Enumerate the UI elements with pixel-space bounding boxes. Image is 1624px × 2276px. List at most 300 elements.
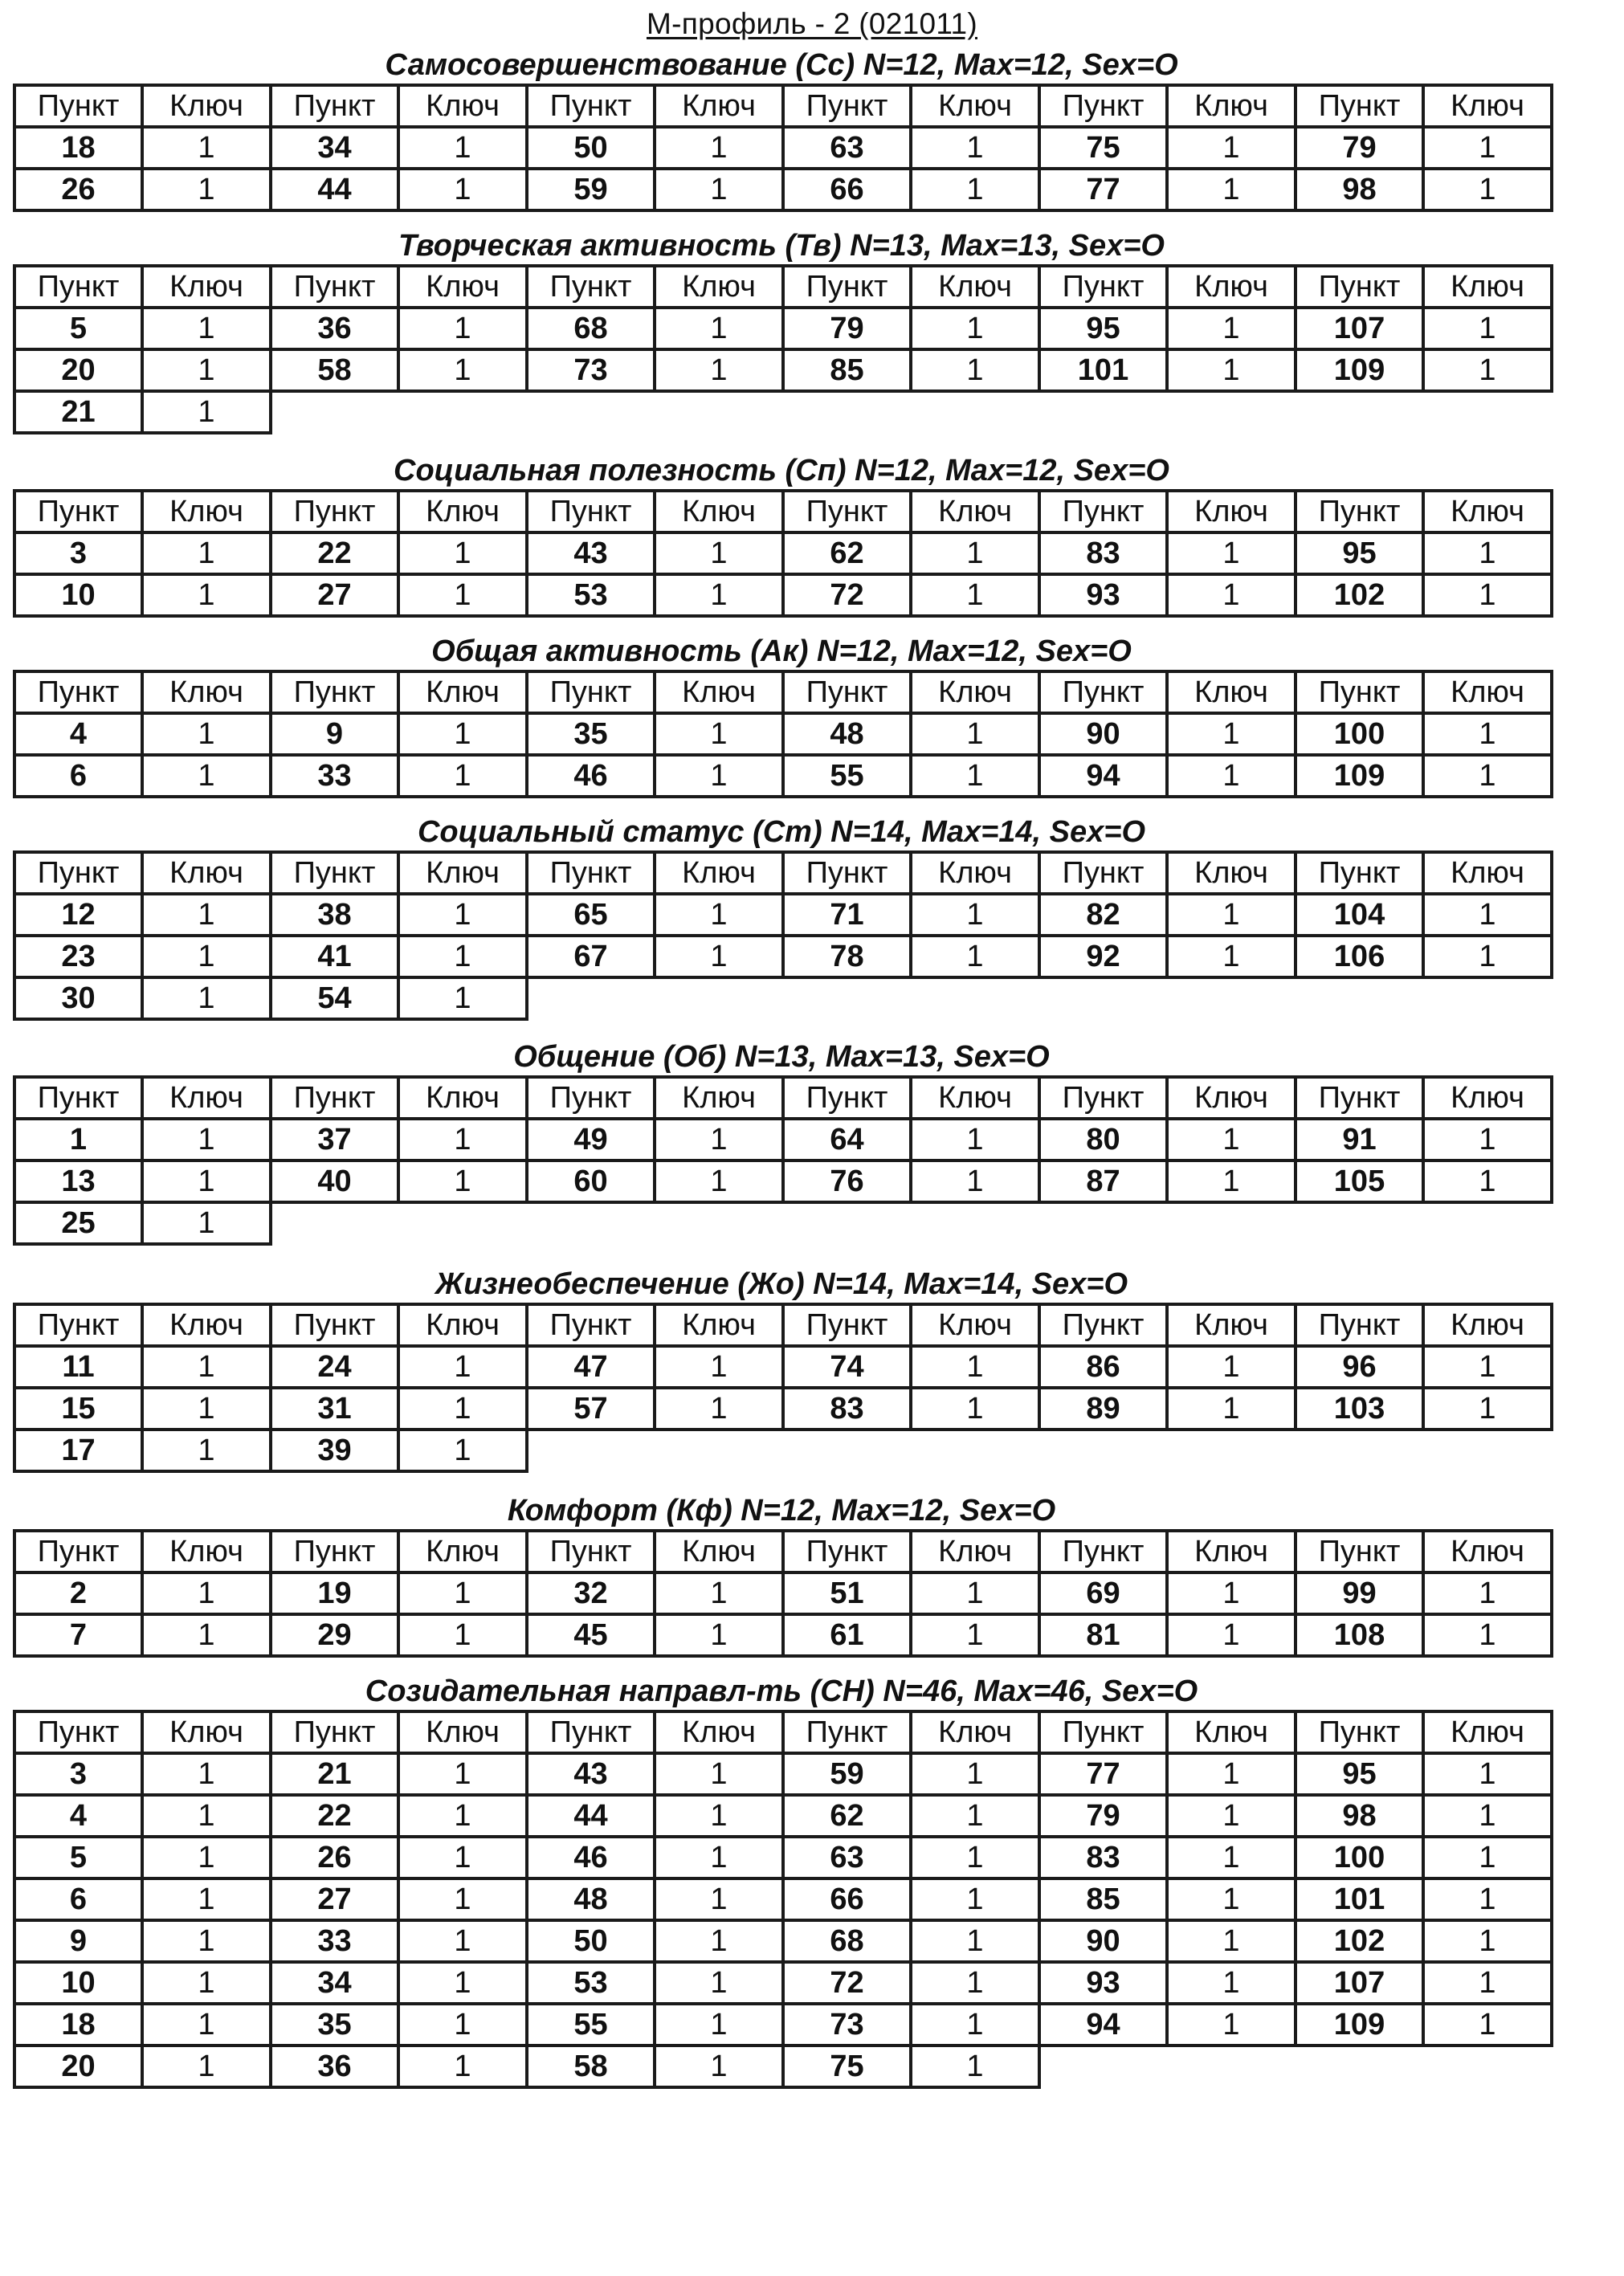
- key-value-cell: 1: [142, 936, 271, 977]
- key-column-header: Ключ: [1167, 1711, 1296, 1753]
- item-column-header: Пункт: [1039, 671, 1167, 713]
- key-value-cell: 1: [911, 1346, 1039, 1388]
- key-value-cell: 1: [655, 755, 783, 797]
- item-number-cell: 92: [1039, 936, 1167, 977]
- key-value-cell: 1: [398, 1962, 527, 2004]
- item-number-cell: 98: [1296, 1795, 1423, 1837]
- key-value-cell: 1: [142, 755, 271, 797]
- table-row: [14, 1346, 1552, 1388]
- empty-cell: [1296, 391, 1423, 433]
- key-value-cell: 1: [142, 977, 271, 1019]
- item-number-cell: 36: [271, 2046, 398, 2087]
- key-value-cell: 1: [1423, 308, 1552, 349]
- item-column-header: Пункт: [14, 1077, 142, 1119]
- key-value-cell: 1: [398, 1920, 527, 1962]
- key-value-cell: 1: [1423, 2004, 1552, 2046]
- key-value-cell: 1: [1423, 532, 1552, 574]
- key-value-cell: 1: [398, 1388, 527, 1430]
- key-value-cell: 1: [398, 1160, 527, 1202]
- item-number-cell: 9: [14, 1920, 142, 1962]
- item-column-header: Пункт: [1296, 1531, 1423, 1572]
- empty-cell: [1296, 977, 1423, 1019]
- key-value-cell: 1: [911, 1795, 1039, 1837]
- key-value-cell: 1: [142, 1572, 271, 1614]
- key-value-cell: 1: [655, 1572, 783, 1614]
- key-value-cell: 1: [142, 169, 271, 210]
- item-number-cell: 79: [783, 308, 911, 349]
- item-number-cell: 73: [527, 349, 655, 391]
- item-number-cell: 34: [271, 1962, 398, 2004]
- key-value-cell: 1: [142, 1346, 271, 1388]
- key-value-cell: 1: [1167, 1920, 1296, 1962]
- item-number-cell: 48: [527, 1878, 655, 1920]
- key-value-cell: 1: [655, 349, 783, 391]
- item-column-header: Пункт: [271, 1711, 398, 1753]
- empty-cell: [783, 1430, 911, 1471]
- item-number-cell: 90: [1039, 1920, 1167, 1962]
- table-row: [14, 936, 1552, 977]
- key-value-cell: 1: [398, 1614, 527, 1656]
- key-column-header: Ключ: [655, 85, 783, 127]
- item-number-cell: 104: [1296, 894, 1423, 936]
- empty-cell: [527, 977, 655, 1019]
- key-value-cell: 1: [911, 349, 1039, 391]
- item-number-cell: 95: [1296, 532, 1423, 574]
- key-column-header: Ключ: [655, 671, 783, 713]
- table-row: [14, 894, 1552, 936]
- key-value-cell: 1: [142, 1795, 271, 1837]
- item-number-cell: 11: [14, 1346, 142, 1388]
- key-value-cell: 1: [655, 1878, 783, 1920]
- item-number-cell: 69: [1039, 1572, 1167, 1614]
- empty-cell: [911, 1430, 1039, 1471]
- key-column-header: Ключ: [1423, 85, 1552, 127]
- item-number-cell: 91: [1296, 1119, 1423, 1160]
- key-column-header: Ключ: [398, 1531, 527, 1572]
- item-number-cell: 109: [1296, 755, 1423, 797]
- item-number-cell: 72: [783, 574, 911, 616]
- empty-cell: [527, 1430, 655, 1471]
- item-number-cell: 87: [1039, 1160, 1167, 1202]
- item-number-cell: 77: [1039, 1753, 1167, 1795]
- key-value-cell: 1: [911, 755, 1039, 797]
- empty-cell: [1167, 1430, 1296, 1471]
- key-value-cell: 1: [1167, 574, 1296, 616]
- item-number-cell: 66: [783, 169, 911, 210]
- item-number-cell: 81: [1039, 1614, 1167, 1656]
- scale-section: [13, 227, 1550, 434]
- section-title: Общая активность (Ак) N=12, Max=12, Sex=O: [431, 634, 1132, 668]
- header-row: [14, 1077, 1552, 1119]
- section-title: Созидательная направл-ть (СН) N=46, Max=46, Sex=O: [365, 1674, 1198, 1708]
- empty-cell: [1296, 1430, 1423, 1471]
- key-column-header: Ключ: [398, 85, 527, 127]
- item-number-cell: 23: [14, 936, 142, 977]
- key-value-cell: 1: [655, 1962, 783, 2004]
- section-title: Социальная полезность (Сп) N=12, Max=12, Sex=O: [394, 454, 1169, 487]
- item-number-cell: 79: [1039, 1795, 1167, 1837]
- key-value-cell: 1: [1167, 1837, 1296, 1878]
- scale-section: [13, 452, 1550, 618]
- key-value-cell: 1: [1423, 1572, 1552, 1614]
- key-value-cell: 1: [1167, 1753, 1296, 1795]
- key-table: [13, 1075, 1553, 1246]
- item-column-header: Пункт: [527, 1304, 655, 1346]
- item-number-cell: 99: [1296, 1572, 1423, 1614]
- key-value-cell: 1: [655, 574, 783, 616]
- item-number-cell: 15: [14, 1388, 142, 1430]
- key-column-header: Ключ: [655, 491, 783, 532]
- key-value-cell: 1: [655, 713, 783, 755]
- item-number-cell: 83: [783, 1388, 911, 1430]
- key-column-header: Ключ: [398, 491, 527, 532]
- key-value-cell: 1: [1167, 1346, 1296, 1388]
- key-column-header: Ключ: [398, 266, 527, 308]
- item-column-header: Пункт: [1039, 491, 1167, 532]
- item-column-header: Пункт: [1296, 671, 1423, 713]
- empty-cell: [911, 1202, 1039, 1244]
- empty-cell: [783, 977, 911, 1019]
- key-value-cell: 1: [655, 1346, 783, 1388]
- key-value-cell: 1: [655, 2004, 783, 2046]
- key-column-header: Ключ: [911, 266, 1039, 308]
- empty-cell: [1296, 1202, 1423, 1244]
- key-value-cell: 1: [398, 574, 527, 616]
- key-column-header: Ключ: [142, 852, 271, 894]
- item-column-header: Пункт: [1039, 1531, 1167, 1572]
- key-value-cell: 1: [1167, 349, 1296, 391]
- item-column-header: Пункт: [1296, 1304, 1423, 1346]
- key-value-cell: 1: [398, 127, 527, 169]
- table-row: [14, 1119, 1552, 1160]
- key-value-cell: 1: [1167, 169, 1296, 210]
- key-value-cell: 1: [911, 1388, 1039, 1430]
- key-value-cell: 1: [911, 574, 1039, 616]
- item-number-cell: 82: [1039, 894, 1167, 936]
- key-value-cell: 1: [1167, 1160, 1296, 1202]
- item-column-header: Пункт: [1039, 1077, 1167, 1119]
- item-number-cell: 68: [783, 1920, 911, 1962]
- key-value-cell: 1: [1423, 1346, 1552, 1388]
- key-value-cell: 1: [142, 1430, 271, 1471]
- key-value-cell: 1: [398, 349, 527, 391]
- key-value-cell: 1: [1423, 936, 1552, 977]
- key-value-cell: 1: [1167, 1795, 1296, 1837]
- key-column-header: Ключ: [1423, 1531, 1552, 1572]
- key-value-cell: 1: [142, 1962, 271, 2004]
- key-table: [13, 264, 1553, 434]
- key-value-cell: 1: [1423, 1160, 1552, 1202]
- item-number-cell: 46: [527, 1837, 655, 1878]
- key-value-cell: 1: [1423, 1795, 1552, 1837]
- key-column-header: Ключ: [398, 1077, 527, 1119]
- item-number-cell: 80: [1039, 1119, 1167, 1160]
- table-row: [14, 1572, 1552, 1614]
- empty-cell: [1423, 1202, 1552, 1244]
- item-number-cell: 95: [1296, 1753, 1423, 1795]
- item-number-cell: 90: [1039, 713, 1167, 755]
- key-column-header: Ключ: [398, 1304, 527, 1346]
- key-value-cell: 1: [911, 1614, 1039, 1656]
- table-row: [14, 308, 1552, 349]
- key-value-cell: 1: [142, 2046, 271, 2087]
- scale-section: [13, 1492, 1550, 1658]
- key-value-cell: 1: [911, 1572, 1039, 1614]
- item-number-cell: 18: [14, 127, 142, 169]
- key-value-cell: 1: [142, 391, 271, 433]
- key-column-header: Ключ: [911, 85, 1039, 127]
- key-value-cell: 1: [911, 169, 1039, 210]
- item-number-cell: 78: [783, 936, 911, 977]
- key-value-cell: 1: [655, 894, 783, 936]
- key-value-cell: 1: [655, 532, 783, 574]
- item-column-header: Пункт: [14, 85, 142, 127]
- item-number-cell: 93: [1039, 1962, 1167, 2004]
- table-row: [14, 1430, 1552, 1471]
- key-value-cell: 1: [398, 1572, 527, 1614]
- key-value-cell: 1: [142, 308, 271, 349]
- key-value-cell: 1: [911, 1837, 1039, 1878]
- key-value-cell: 1: [1423, 1920, 1552, 1962]
- item-number-cell: 50: [527, 1920, 655, 1962]
- key-value-cell: 1: [655, 127, 783, 169]
- item-column-header: Пункт: [14, 1531, 142, 1572]
- key-value-cell: 1: [911, 2004, 1039, 2046]
- key-value-cell: 1: [398, 1753, 527, 1795]
- item-number-cell: 44: [271, 169, 398, 210]
- item-number-cell: 31: [271, 1388, 398, 1430]
- key-column-header: Ключ: [142, 491, 271, 532]
- table-row: [14, 1614, 1552, 1656]
- key-value-cell: 1: [142, 1614, 271, 1656]
- item-column-header: Пункт: [1296, 852, 1423, 894]
- key-value-cell: 1: [1423, 127, 1552, 169]
- item-number-cell: 83: [1039, 1837, 1167, 1878]
- key-value-cell: 1: [911, 1962, 1039, 2004]
- key-column-header: Ключ: [911, 1304, 1039, 1346]
- item-number-cell: 27: [271, 1878, 398, 1920]
- section-title: Жизнеобеспечение (Жо) N=14, Max=14, Sex=O: [435, 1267, 1128, 1301]
- key-value-cell: 1: [655, 1795, 783, 1837]
- item-number-cell: 33: [271, 1920, 398, 1962]
- key-column-header: Ключ: [655, 852, 783, 894]
- item-number-cell: 66: [783, 1878, 911, 1920]
- key-value-cell: 1: [398, 1878, 527, 1920]
- key-value-cell: 1: [1423, 1837, 1552, 1878]
- item-number-cell: 6: [14, 755, 142, 797]
- item-number-cell: 67: [527, 936, 655, 977]
- item-number-cell: 29: [271, 1614, 398, 1656]
- key-value-cell: 1: [911, 894, 1039, 936]
- item-column-header: Пункт: [1296, 491, 1423, 532]
- key-value-cell: 1: [911, 1753, 1039, 1795]
- key-value-cell: 1: [911, 1160, 1039, 1202]
- empty-cell: [1167, 977, 1296, 1019]
- key-column-header: Ключ: [655, 1304, 783, 1346]
- key-value-cell: 1: [911, 713, 1039, 755]
- item-column-header: Пункт: [1296, 1711, 1423, 1753]
- key-value-cell: 1: [655, 1837, 783, 1878]
- key-value-cell: 1: [655, 1160, 783, 1202]
- scale-section: [13, 814, 1550, 1021]
- key-value-cell: 1: [911, 127, 1039, 169]
- key-column-header: Ключ: [1423, 1304, 1552, 1346]
- item-number-cell: 98: [1296, 169, 1423, 210]
- item-number-cell: 32: [527, 1572, 655, 1614]
- item-column-header: Пункт: [271, 1077, 398, 1119]
- item-column-header: Пункт: [783, 266, 911, 308]
- header-row: [14, 671, 1552, 713]
- item-number-cell: 57: [527, 1388, 655, 1430]
- item-number-cell: 63: [783, 127, 911, 169]
- key-value-cell: 1: [1167, 1572, 1296, 1614]
- empty-cell: [1423, 391, 1552, 433]
- item-column-header: Пункт: [527, 85, 655, 127]
- key-value-cell: 1: [1423, 713, 1552, 755]
- item-number-cell: 53: [527, 574, 655, 616]
- key-value-cell: 1: [398, 1795, 527, 1837]
- key-value-cell: 1: [398, 308, 527, 349]
- item-number-cell: 43: [527, 1753, 655, 1795]
- header-row: [14, 1531, 1552, 1572]
- item-column-header: Пункт: [1296, 266, 1423, 308]
- key-value-cell: 1: [1423, 1614, 1552, 1656]
- item-column-header: Пункт: [527, 852, 655, 894]
- key-value-cell: 1: [142, 1119, 271, 1160]
- item-number-cell: 89: [1039, 1388, 1167, 1430]
- table-row: [14, 2004, 1552, 2046]
- table-row: [14, 169, 1552, 210]
- key-value-cell: 1: [142, 1202, 271, 1244]
- item-number-cell: 53: [527, 1962, 655, 2004]
- item-number-cell: 5: [14, 1837, 142, 1878]
- document-title: М-профиль - 2 (021011): [646, 7, 977, 40]
- item-number-cell: 85: [783, 349, 911, 391]
- key-column-header: Ключ: [911, 1531, 1039, 1572]
- key-value-cell: 1: [142, 574, 271, 616]
- scale-section: [13, 1266, 1550, 1473]
- key-column-header: Ключ: [1167, 1304, 1296, 1346]
- key-value-cell: 1: [142, 894, 271, 936]
- item-number-cell: 75: [1039, 127, 1167, 169]
- item-number-cell: 7: [14, 1614, 142, 1656]
- item-number-cell: 103: [1296, 1388, 1423, 1430]
- item-number-cell: 58: [527, 2046, 655, 2087]
- key-value-cell: 1: [1167, 713, 1296, 755]
- key-value-cell: 1: [911, 308, 1039, 349]
- item-column-header: Пункт: [527, 1711, 655, 1753]
- header-row: [14, 852, 1552, 894]
- empty-cell: [655, 1430, 783, 1471]
- item-number-cell: 107: [1296, 308, 1423, 349]
- key-value-cell: 1: [655, 169, 783, 210]
- item-number-cell: 25: [14, 1202, 142, 1244]
- key-value-cell: 1: [1423, 1388, 1552, 1430]
- key-column-header: Ключ: [911, 1077, 1039, 1119]
- item-column-header: Пункт: [271, 1531, 398, 1572]
- key-column-header: Ключ: [398, 671, 527, 713]
- key-value-cell: 1: [142, 1878, 271, 1920]
- section-title: Самосовершенствование (Сс) N=12, Max=12, Sex=O: [385, 48, 1178, 82]
- key-column-header: Ключ: [1167, 266, 1296, 308]
- item-column-header: Пункт: [14, 1304, 142, 1346]
- key-value-cell: 1: [398, 1430, 527, 1471]
- key-table: [13, 850, 1553, 1021]
- item-number-cell: 109: [1296, 2004, 1423, 2046]
- item-number-cell: 35: [527, 713, 655, 755]
- item-number-cell: 62: [783, 1795, 911, 1837]
- item-number-cell: 13: [14, 1160, 142, 1202]
- table-row: [14, 2046, 1552, 2087]
- item-number-cell: 71: [783, 894, 911, 936]
- key-value-cell: 1: [398, 977, 527, 1019]
- key-value-cell: 1: [911, 2046, 1039, 2087]
- key-column-header: Ключ: [911, 852, 1039, 894]
- key-column-header: Ключ: [1423, 1711, 1552, 1753]
- key-value-cell: 1: [1423, 755, 1552, 797]
- key-column-header: Ключ: [1167, 491, 1296, 532]
- key-value-cell: 1: [655, 936, 783, 977]
- item-column-header: Пункт: [14, 852, 142, 894]
- key-column-header: Ключ: [1167, 85, 1296, 127]
- item-number-cell: 108: [1296, 1614, 1423, 1656]
- section-title: Социальный статус (Ст) N=14, Max=14, Sex=O: [417, 815, 1146, 849]
- table-row: [14, 1753, 1552, 1795]
- item-number-cell: 62: [783, 532, 911, 574]
- key-value-cell: 1: [1423, 574, 1552, 616]
- key-value-cell: 1: [398, 169, 527, 210]
- item-column-header: Пункт: [783, 85, 911, 127]
- item-number-cell: 6: [14, 1878, 142, 1920]
- empty-cell: [398, 1202, 527, 1244]
- item-number-cell: 34: [271, 127, 398, 169]
- item-number-cell: 49: [527, 1119, 655, 1160]
- key-column-header: Ключ: [142, 85, 271, 127]
- key-value-cell: 1: [1423, 1753, 1552, 1795]
- table-row: [14, 127, 1552, 169]
- item-number-cell: 100: [1296, 713, 1423, 755]
- empty-cell: [1039, 391, 1167, 433]
- key-column-header: Ключ: [1423, 1077, 1552, 1119]
- item-number-cell: 95: [1039, 308, 1167, 349]
- item-column-header: Пункт: [527, 1077, 655, 1119]
- key-value-cell: 1: [1423, 894, 1552, 936]
- item-number-cell: 63: [783, 1837, 911, 1878]
- key-value-cell: 1: [655, 308, 783, 349]
- item-number-cell: 54: [271, 977, 398, 1019]
- item-column-header: Пункт: [783, 1711, 911, 1753]
- key-column-header: Ключ: [142, 266, 271, 308]
- empty-cell: [1423, 2046, 1552, 2087]
- key-table: [13, 489, 1553, 618]
- item-column-header: Пункт: [14, 1711, 142, 1753]
- item-column-header: Пункт: [783, 852, 911, 894]
- item-number-cell: 3: [14, 1753, 142, 1795]
- key-column-header: Ключ: [142, 1077, 271, 1119]
- item-column-header: Пункт: [14, 266, 142, 308]
- key-value-cell: 1: [655, 1920, 783, 1962]
- item-number-cell: 39: [271, 1430, 398, 1471]
- key-value-cell: 1: [1423, 1962, 1552, 2004]
- key-value-cell: 1: [398, 1346, 527, 1388]
- item-number-cell: 100: [1296, 1837, 1423, 1878]
- table-row: [14, 1795, 1552, 1837]
- table-row: [14, 1388, 1552, 1430]
- item-number-cell: 105: [1296, 1160, 1423, 1202]
- item-number-cell: 41: [271, 936, 398, 977]
- item-column-header: Пункт: [1296, 85, 1423, 127]
- item-number-cell: 75: [783, 2046, 911, 2087]
